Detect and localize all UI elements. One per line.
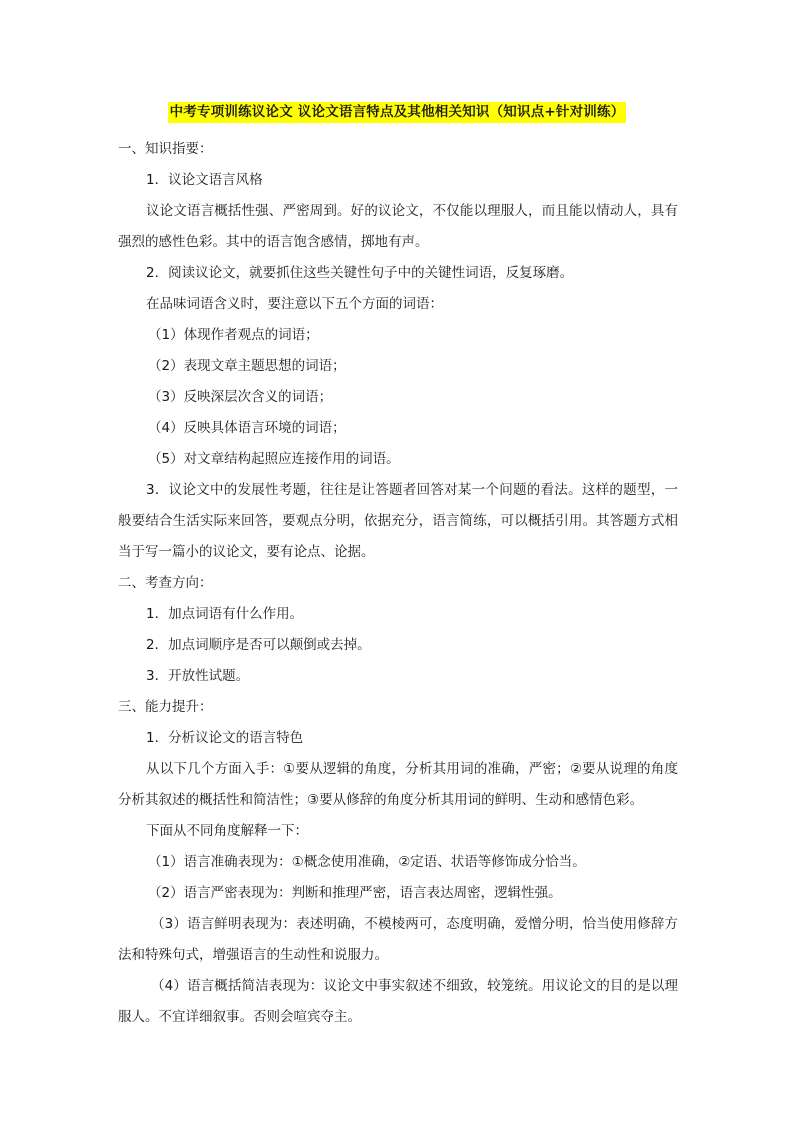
list-item: （3）反映深层次含义的词语； xyxy=(148,389,333,405)
section-heading: 一、知识指要： xyxy=(118,141,213,157)
list-item: （2）语言严密表现为：判断和推理严密，语言表达周密，逻辑性强。 xyxy=(148,885,562,901)
paragraph: 从以下几个方面入手：①要从逻辑的角度，分析其用词的准确，严密；②要从说理的角度分析其叙述的概括性和简洁性；③要从修辞的角度分析其用词的鲜明、生动和感情色彩。 xyxy=(118,761,678,808)
document-title: 中考专项训练议论文 议论文语言特点及其他相关知识（知识点+针对训练） xyxy=(168,102,627,123)
paragraph: 在品味词语含义时，要注意以下五个方面的词语： xyxy=(146,296,443,312)
list-item: （1）体现作者观点的词语； xyxy=(148,327,319,343)
list-item: （4）语言概括简洁表现为：议论文中事实叙述不细致，较笼统。用议论文的目的是以理服人。不宜详细叙事。否则会喧宾夺主。 xyxy=(118,978,678,1025)
section-heading: 二、考查方向： xyxy=(118,575,213,591)
title-area xyxy=(0,101,794,123)
document-body xyxy=(118,134,678,1033)
list-item: （5）对文章结构起照应连接作用的词语。 xyxy=(148,451,400,467)
paragraph: 3．议论文中的发展性考题，往往是让答题者回答对某一个问题的看法。这样的题型，一般要结合生活实际来回答，要观点分明，依据充分，语言简练，可以概括引用。其答题方式相当于写一篇小的议论文，要有论点、论据。 xyxy=(118,482,678,560)
list-item: 3．开放性试题。 xyxy=(146,668,250,684)
paragraph: 2．阅读议论文，就要抓住这些关键性句子中的关键性词语，反复琢磨。 xyxy=(146,265,574,281)
section-heading: 三、能力提升： xyxy=(118,699,213,715)
list-item: 2．加点词顺序是否可以颠倒或去掉。 xyxy=(146,637,371,653)
list-item: （1）语言准确表现为：①概念使用准确，②定语、状语等修饰成分恰当。 xyxy=(148,854,586,870)
subheading: 1．议论文语言风格 xyxy=(146,172,263,188)
list-item: （2）表现文章主题思想的词语； xyxy=(148,358,346,374)
list-item: 1．加点词语有什么作用。 xyxy=(146,606,304,622)
list-item: （4）反映具体语言环境的词语； xyxy=(148,420,346,436)
list-item: （3）语言鲜明表现为：表述明确，不模棱两可，态度明确，爱憎分明，恰当使用修辞方法和特殊句式，增强语言的生动性和说服力。 xyxy=(118,916,678,963)
subheading: 1．分析议论文的语言特色 xyxy=(146,730,304,746)
paragraph: 下面从不同角度解释一下： xyxy=(146,823,308,839)
paragraph: 议论文语言概括性强、严密周到。好的议论文，不仅能以理服人，而且能以情动人，具有强烈的感性色彩。其中的语言饱含感情，掷地有声。 xyxy=(118,203,678,250)
